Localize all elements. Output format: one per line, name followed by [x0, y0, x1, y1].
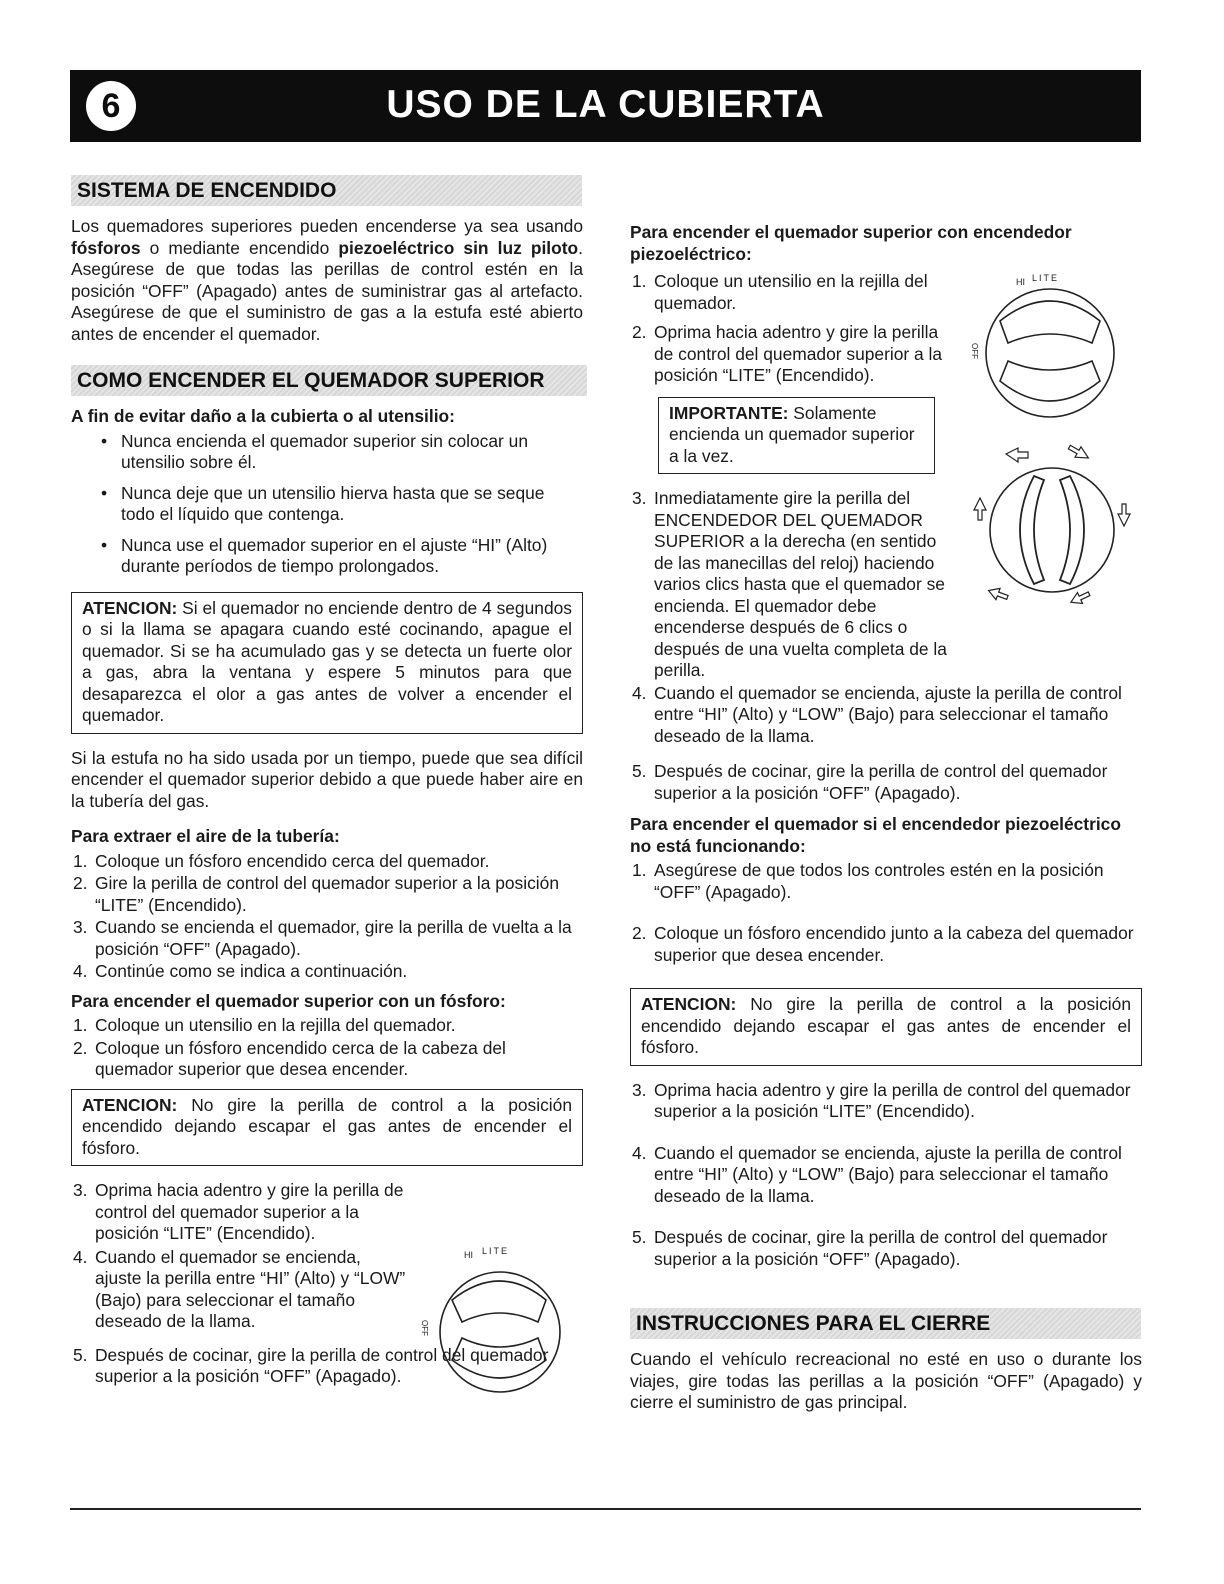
- evitar-title: A fin de evitar daño a la cubierta o al utensilio:: [71, 406, 455, 426]
- list-item: • Nunca use el quemador superior en el ajuste “HI” (Alto) durante períodos de tiempo prolongados.: [71, 535, 583, 578]
- list-item: 2. Gire la perilla de control del quemador superior a la posición “LITE” (Encendido).: [73, 873, 560, 915]
- atencion-label: ATENCION:: [82, 597, 178, 618]
- list-item: 2. Coloque un fósforo encendido junto a la cabeza del quemador superior que desea encender.: [632, 923, 1134, 965]
- list-item: 2. Coloque un fósforo encendido cerca de la cabeza del quemador superior que desea encender.: [73, 1037, 506, 1079]
- list-item: 3. Oprima hacia adentro y gire la perilla de control del quemador superior a la posición “LITE” (Encendido).: [73, 1180, 404, 1243]
- importante-box: [658, 397, 935, 475]
- atencion-text: Si el quemador no enciende dentro de 4 segundos o si la llama se apagara cuando esté cocinando, apague el quemador. Si se ha acumulado gas y se detecta un fuerte olor a gas, abra la ventana y espere 5 minutos para que desaparezca el olor a gas antes de volver a encender el quemador.: [82, 597, 572, 725]
- rotation-arrow-icon: [987, 585, 1010, 603]
- sistema-text-2: o mediante encendido: [140, 237, 339, 258]
- knob-off-label: OFF: [420, 1320, 429, 1336]
- list-item: 1. Asegúrese de que todos los controles estén en la posición “OFF” (Apagado).: [632, 860, 1104, 902]
- knob-hi-label: HI: [1016, 277, 1025, 287]
- sistema-paragraph: [71, 216, 583, 345]
- list-item: 1. Coloque un utensilio en la rejilla del quemador.: [73, 1015, 456, 1035]
- extraer-title: Para extraer el aire de la tubería:: [71, 826, 340, 846]
- list-item: 4. Cuando el quemador se encienda, ajuste la perilla de control entre “HI” (Alto) y “LOW” (Bajo) para seleccionar el tamaño deseado de la llama.: [632, 1142, 1122, 1206]
- list-item: 3. Inmediatamente gire la perilla del ENCENDEDOR DEL QUEMADOR SUPERIOR a la derecha (en sentido de las manecillas del reloj) haciendo varios clics hasta que el quemador se encienda. El quemador debe encenderse después de 6 clics o después de una vuelta completa de la perilla.: [632, 488, 947, 680]
- atencion-text: No gire la perilla de control a la posición encendido dejando escapar el gas antes de encender el fósforo.: [82, 1094, 572, 1158]
- list-item: • Nunca encienda el quemador superior sin colocar un utensilio sobre él.: [71, 431, 583, 474]
- rotation-arrow-icon: [1118, 504, 1130, 526]
- list-item: 4. Continúe como se indica a continuación.: [73, 961, 408, 981]
- rotation-arrow-icon: [974, 498, 986, 520]
- atencion-box-1: [71, 592, 583, 734]
- igniter-knob-diagram: [968, 440, 1136, 612]
- importante-text: Solamente encienda un quemador superior a la vez.: [669, 402, 915, 466]
- list-item: • Nunca deje que un utensilio hierva hasta que se seque todo el líquido que contenga.: [71, 483, 583, 526]
- list-item: 4. Cuando el quemador se encienda, ajuste la perilla de control entre “HI” (Alto) y “LOW” (Bajo) para seleccionar el tamaño deseado de la llama.: [632, 682, 1122, 746]
- heading-cierre: INSTRUCCIONES PARA EL CIERRE: [630, 1308, 1141, 1339]
- cierre-paragraph: Cuando el vehículo recreacional no esté en uso o durante los viajes, gire todas las perillas a la posición “OFF” (Apagado) y cierre el suministro de gas principal.: [630, 1349, 1142, 1412]
- knob-lite-label: LITE: [482, 1246, 510, 1256]
- sistema-text-3: . Asegúrese de que todas las perillas de control estén en la posición “OFF” (Apagado) antes de suministrar gas al artefacto. Asegúrese de que el suministro de gas a la estufa esté abierto antes de encender el quemador.: [71, 237, 583, 344]
- list-item: 1. Coloque un utensilio en la rejilla del quemador.: [632, 271, 928, 313]
- atencion-box-3: [630, 988, 1142, 1066]
- estufa-paragraph: Si la estufa no ha sido usada por un tiempo, puede que sea difícil encender el quemador superior debido a que puede haber aire en la tubería del gas.: [71, 747, 583, 811]
- nofunc-steps: [630, 860, 1142, 966]
- list-item: 3. Cuando se encienda el quemador, gire la perilla de vuelta a la posición “OFF” (Apagado).: [73, 917, 572, 959]
- importante-label: IMPORTANTE:: [669, 402, 789, 423]
- section-number-badge: 6: [86, 81, 136, 131]
- heading-sistema: SISTEMA DE ENCENDIDO: [71, 175, 582, 206]
- bottom-divider: [70, 1508, 1141, 1510]
- nofunc-title: Para encender el quemador si el encendedor piezoeléctrico no está funcionando:: [630, 814, 1121, 856]
- list-item: 3. Oprima hacia adentro y gire la perilla de control del quemador superior a la posición “LITE” (Encendido).: [632, 1079, 1131, 1121]
- knob-hi-label: HI: [464, 1250, 473, 1260]
- rotation-arrow-icon: [1068, 588, 1091, 607]
- section-banner: [70, 70, 1141, 142]
- list-item: 2. Oprima hacia adentro y gire la perilla de control del quemador superior a la posición “LITE” (Encendido).: [632, 322, 943, 385]
- atencion-label: ATENCION:: [641, 994, 737, 1014]
- sistema-bold-2: piezoeléctrico sin luz piloto: [338, 237, 579, 258]
- page-title: USO DE LA CUBIERTA: [386, 83, 825, 126]
- sistema-text-1: Los quemadores superiores pueden encenderse ya sea usando: [71, 216, 583, 236]
- list-item: 1. Coloque un fósforo encendido cerca del quemador.: [73, 850, 490, 871]
- atencion-box-2: [71, 1089, 583, 1167]
- nofunc-steps-2: [630, 1080, 1142, 1271]
- evitar-list: [71, 431, 583, 578]
- knob-lite-label: LITE: [1032, 273, 1060, 283]
- list-item: 5. Después de cocinar, gire la perilla de control del quemador superior a la posición “OFF” (Apagado).: [73, 1344, 549, 1386]
- fosforo-title: Para encender el quemador superior con un fósforo:: [71, 990, 506, 1011]
- list-item: 4. Cuando el quemador se encienda, ajuste la perilla entre “HI” (Alto) y “LOW” (Bajo) para seleccionar el tamaño deseado de la llama.: [73, 1246, 406, 1331]
- piezo-title: Para encender el quemador superior con encendedor piezoeléctrico:: [630, 222, 1072, 264]
- extraer-steps: [71, 851, 583, 983]
- rotation-arrow-icon: [1066, 442, 1091, 463]
- list-item: 5. Después de cocinar, gire la perilla de control del quemador superior a la posición “OFF” (Apagado).: [632, 761, 1108, 803]
- left-column: [71, 175, 583, 1396]
- atencion-text: No gire la perilla de control a la posición encendido dejando escapar el gas antes de encender el fósforo.: [641, 994, 1131, 1057]
- heading-como-encender: COMO ENCENDER EL QUEMADOR SUPERIOR: [71, 365, 587, 396]
- fosforo-steps: [71, 1015, 583, 1081]
- list-item: 5. Después de cocinar, gire la perilla de control del quemador superior a la posición “OFF” (Apagado).: [632, 1227, 1108, 1269]
- knob-diagram-right: [958, 265, 1128, 425]
- atencion-label: ATENCION:: [82, 1094, 178, 1115]
- rotation-arrow-icon: [1006, 448, 1028, 462]
- sistema-bold-1: fósforos: [71, 237, 141, 258]
- knob-off-label: OFF: [970, 343, 979, 359]
- knob-diagram-left: [412, 1240, 572, 1400]
